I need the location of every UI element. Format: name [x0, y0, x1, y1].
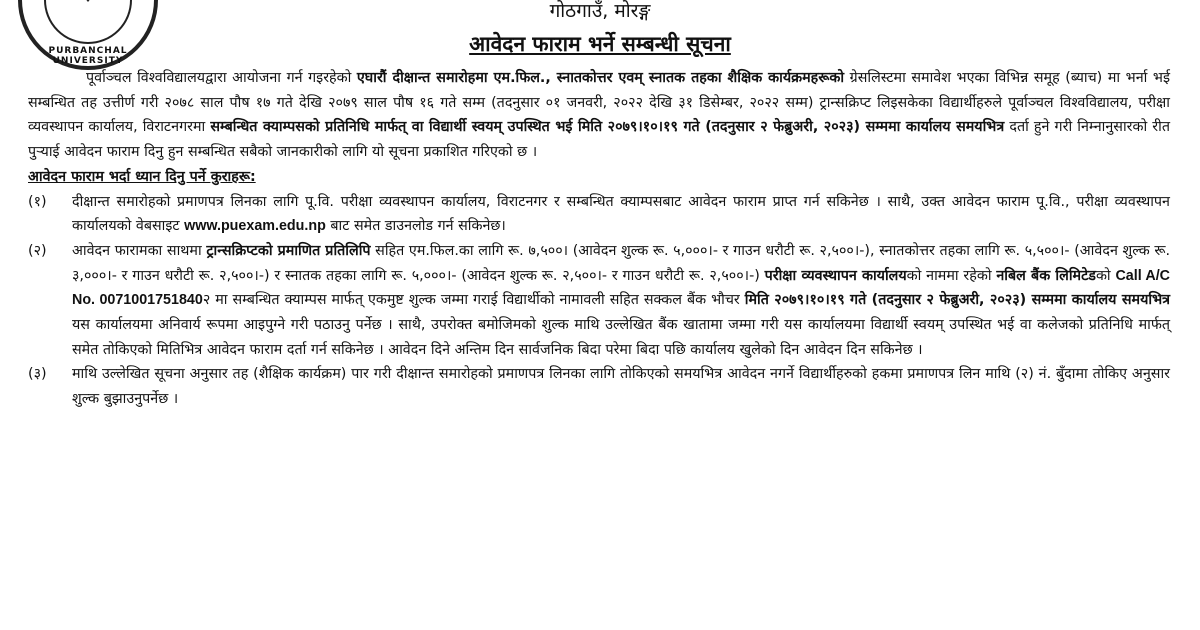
list-item-text	[72, 239, 1170, 363]
list-item-number: (३)	[28, 366, 47, 383]
list-item-3	[28, 362, 1170, 411]
list-item-number: (१)	[28, 193, 47, 210]
item2-text-4: को	[1095, 267, 1116, 284]
item1-text-1: दीक्षान्त समारोहको प्रमाणपत्र लिनका लागि पू.वि. परीक्षा व्यवस्थापन कार्यालय, विराटनगर र सम्बन्धित क्याम्पसबाट आवेदन फाराम प्राप्त गर्न सकिनेछ । साथै, उक्त आवेदन फाराम पू.वि., परीक्षा व्यवस्थापन कार्यालयको वेबसाइट	[72, 193, 1170, 235]
notice-title-text: आवेदन फाराम भर्ने सम्बन्धी सूचना	[469, 32, 731, 56]
item2-text-5: २ मा सम्बन्धित क्याम्पस मार्फत् एकमुष्ट शुल्क जम्मा गराई विद्यार्थीको नामावली सहित सक्कल बैंक भौचर	[202, 292, 745, 309]
list-item-1	[28, 190, 1170, 239]
logo-text: PURBANCHAL UNIVERSITY	[48, 46, 128, 66]
intro-text-3: दर्ता हुने गरी निम्नानुसारको रीत पुऱ्याई आवेदन फाराम दिनु हुन सम्बन्धित सबैको जानकारीको लागि यो सूचना प्रकाशित गरिएको छ ।	[28, 119, 1170, 161]
item2-text-1: आवेदन फारामका साथमा	[72, 242, 207, 259]
item1-text-2: बाट समेत डाउनलोड गर्न सकिनेछ।	[325, 218, 506, 235]
section-heading: आवेदन फाराम भर्दा ध्यान दिनु पर्ने कुराहरू:	[28, 168, 256, 185]
notice-title	[0, 31, 1200, 57]
item2-text-6: यस कार्यालयमा अनिवार्य रूपमा आइपुग्ने गरी पठाउनु पर्नेछ । साथै, उपरोक्त बमोजिमको शुल्क माथि उल्लेखित बैंक खातामा जम्मा गरी यस कार्यालयमा विद्यार्थी स्वयम् उपस्थित भई वा कलेजको प्रतिनिधि मार्फत् समेत तोकिएको मितिभित्र आवेदन फाराम दर्ता गर्न सकिनेछ । आवेदन दिने अन्तिम दिन सार्वजनिक बिदा परेमा बिदा पछि कार्यालय खुलेको दिन आवेदन दिन सकिनेछ ।	[72, 317, 1170, 358]
intro-text-1: पूर्वाञ्चल विश्वविद्यालयद्वारा आयोजना गर्न गइरहेको	[86, 70, 357, 86]
item2-bold-5: मिति २०७९।१०।१९ गते (तदनुसार २ फेब्रुअरी, २०२३) सम्ममा कार्यालय समयभित्र	[744, 292, 1171, 309]
item2-text-3: को नाममा रहेको	[906, 267, 997, 284]
intro-bold-2: सम्बन्धित क्याम्पसको प्रतिनिधि मार्फत् वा विद्यार्थी स्वयम् उपस्थित भई मिति २०७९।१०।१९ गते (तदनुसार २ फेब्रुअरी, २०२३) सम्ममा कार्यालय समयभित्र	[210, 119, 1005, 136]
item2-bold-2: परीक्षा व्यवस्थापन कार्यालय	[764, 267, 907, 284]
intro-text-2: ग्रेसलिस्टमा समावेश भएका विभिन्न समूह (ब्याच) मा भर्ना भई सम्बन्धित तह उत्तीर्ण गरी २०७८ साल पौष १७ गते देखि २०७९ साल पौष १६ गते सम्म (तदनुसार ०१ जनवरी, २०२२ देखि ३१ डिसेम्बर, २०२२ सम्म) ट्रान्सक्रिप्ट लिइसकेका विद्यार्थीहरुले पूर्वाञ्चल विश्वविद्यालय, परीक्षा व्यवस्थापन कार्यालय, विराटनगरमा	[28, 70, 1170, 136]
website-link[interactable]: www.puexam.edu.np	[184, 218, 326, 235]
account-number: Call A/C No. 0071001751840	[72, 267, 1170, 309]
list-item-text	[72, 362, 1170, 411]
item2-text-2: सहित एम.फिल.का लागि रू. ७,५००। (आवेदन शुल्क रू. ५,०००।- र गाउन धरौटी रू. २,५००।-), स्नातकोत्तर तहका लागि रू. ५,५००।- (आवेदन शुल्क रू. ३,०००।- र गाउन धरौटी रू. २,५००।-) र स्नातक तहका लागि रू. ५,०००।- (आवेदन शुल्क रू. २,५००।- र गाउन धरौटी रू. २,५००।-)	[72, 242, 1170, 284]
list-item-number: (२)	[28, 242, 47, 259]
list-item-2	[28, 239, 1170, 363]
intro-paragraph	[28, 66, 1170, 165]
item2-bold-1: ट्रान्सक्रिप्टको प्रमाणित प्रतिलिपि	[206, 242, 371, 259]
item2-bold-3: नबिल बैंक लिमिटेड	[996, 267, 1096, 284]
location-line: गोठगाउँ, मोरङ्ग	[549, 0, 651, 22]
intro-bold-1: एघारौं दीक्षान्त समारोहमा एम.फिल., स्नातकोत्तर एवम् स्नातक तहका शैक्षिक कार्यक्रमहरूको	[356, 70, 845, 86]
notice-body	[28, 66, 1170, 412]
item3-text-1: माथि उल्लेखित सूचना अनुसार तह (शैक्षिक कार्यक्रम) पार गरी दीक्षान्त समारोहको प्रमाणपत्र लिनका लागि तोकिएको समयभित्र आवेदन नगर्ने विद्यार्थीहरुको हकमा प्रमाणपत्र लिन माथि (२) नं. बुँदामा तोकिए अनुसार शुल्क बुझाउनुपर्नेछ ।	[72, 366, 1170, 408]
list-item-text	[72, 190, 1170, 239]
